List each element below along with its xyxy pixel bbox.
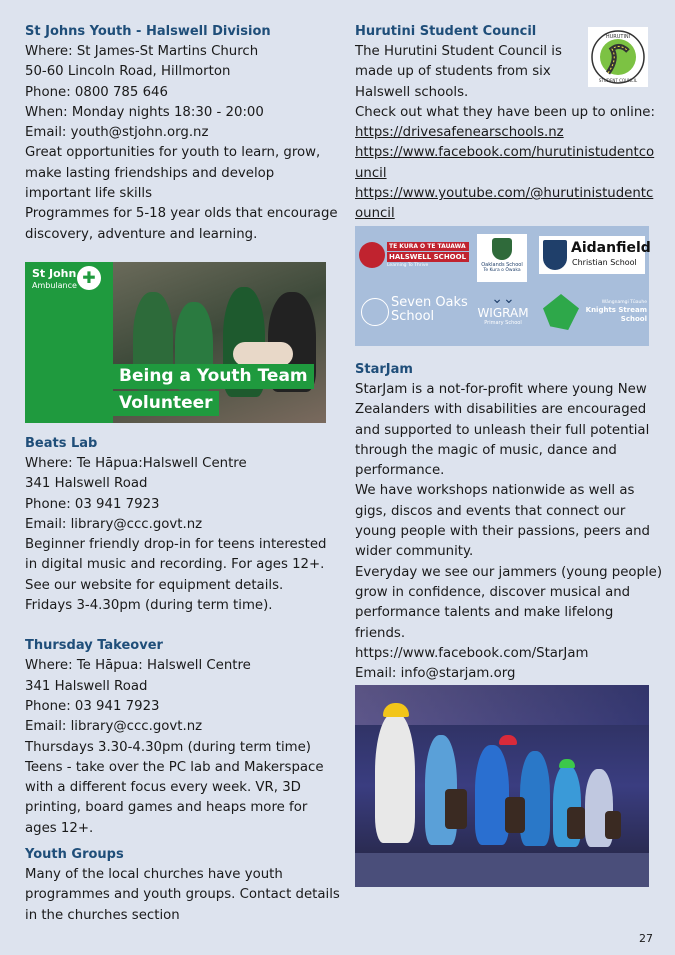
stjohns-address: 50-60 Lincoln Road, Hillmorton	[25, 64, 231, 80]
youth-groups-desc-3: in the churches section	[25, 907, 180, 923]
performer-1	[375, 713, 415, 843]
facebook-link-part1[interactable]: https://www.facebook.com/hurutinistudentco	[355, 145, 655, 161]
stjohn-cross-icon: ✚	[77, 266, 101, 290]
thursday-desc-2: with a different focus every week. VR, 3D	[25, 780, 301, 796]
knights-maori-name: Wāngnamgi Tūauhe	[601, 300, 647, 305]
red-cap-icon	[499, 735, 517, 745]
aidanfield-shield-icon	[543, 240, 567, 270]
beats-desc-2: in digital music and recording. For ages 12+.	[25, 557, 325, 573]
seven-oaks-school-logo	[361, 296, 471, 326]
youth-groups-desc-2: programmes and youth groups. Contact details	[25, 887, 340, 903]
stjohns-phone: Phone: 0800 785 646	[25, 84, 168, 100]
stjohns-when: When: Monday nights 18:30 - 20:00	[25, 104, 264, 120]
stjohns-desc-2: make lasting friendships and develop	[25, 165, 275, 181]
starjam-title: StarJam	[355, 362, 413, 377]
thursday-phone: Phone: 03 941 7923	[25, 698, 160, 714]
starjam-desc-10: Everyday we see our jammers (young people)	[355, 564, 663, 580]
thursday-takeover-section	[25, 636, 327, 839]
oaklands-shield-icon	[492, 238, 512, 260]
knights-name: Knights Stream	[585, 306, 647, 314]
djembe-drum-1	[445, 789, 467, 829]
halswell-maori-name: TE KURA O TE TAUAWA	[387, 242, 469, 251]
starjam-facebook[interactable]: https://www.facebook.com/StarJam	[355, 645, 589, 661]
youtube-link-part1[interactable]: https://www.youtube.com/@hurutinistudentc	[355, 186, 654, 202]
starjam-desc-8: young people with their passions, peers and	[355, 524, 650, 540]
starjam-desc-5: performance.	[355, 463, 445, 479]
djembe-drum-3	[567, 807, 585, 839]
hurutini-desc-4: Check out what they have been up to online:	[355, 104, 655, 120]
banner-line-2: Volunteer	[113, 391, 219, 416]
aidanfield-sub: Christian School	[572, 258, 637, 267]
knights-stream-leaf-icon	[543, 294, 579, 330]
stjohns-desc-3: important life skills	[25, 186, 153, 202]
left-lower-sections	[25, 434, 340, 926]
stjohns-title: St Johns Youth - Halswell Division	[25, 24, 271, 39]
hurutini-logo-top-text: HURUTINI	[605, 34, 631, 40]
aidanfield-name: Aidanfield	[571, 240, 651, 256]
starjam-drumming-photo	[355, 685, 649, 887]
halswell-school-logo	[359, 240, 469, 272]
knights-school: School	[620, 315, 647, 323]
facebook-link-part2[interactable]: uncil	[355, 165, 387, 181]
thursday-email: Email: library@ccc.govt.nz	[25, 719, 203, 735]
seven-oaks-name-2: School	[391, 309, 435, 324]
stjohns-where: Where: St James-St Martins Church	[25, 44, 259, 59]
halswell-motto: Learning To Thrive	[387, 263, 429, 268]
starjam-desc-2: Zealanders with disabilities are encouraged	[355, 402, 647, 418]
beats-phone: Phone: 03 941 7923	[25, 496, 160, 512]
thursday-where: Where: Te Hāpua: Halswell Centre	[25, 658, 251, 674]
halswell-crest-icon	[359, 242, 385, 268]
wigram-name: WIGRAM	[477, 306, 529, 320]
starjam-desc-3: and supported to unleash their full potential	[355, 422, 650, 438]
stjohn-logo-sub: Ambulance	[32, 281, 77, 290]
stjohn-logo	[32, 268, 77, 292]
beats-title: Beats Lab	[25, 436, 98, 451]
banner-line-1: Being a Youth Team	[113, 364, 314, 389]
starjam-email[interactable]: Email: info@starjam.org	[355, 666, 516, 682]
beats-desc-4: Fridays 3-4.30pm (during term time).	[25, 598, 273, 614]
wigram-sub: Primary School	[484, 320, 522, 326]
thursday-desc-1: Teens - take over the PC lab and Makerspace	[25, 759, 324, 775]
youth-groups-desc-1: Many of the local churches have youth	[25, 867, 283, 883]
hurutini-title: Hurutini Student Council	[355, 24, 537, 39]
oaklands-name: Oaklands School	[481, 262, 523, 268]
thursday-desc-3: printing, board games and heaps more for	[25, 800, 308, 816]
page-number: 27	[639, 932, 653, 945]
starjam-desc-13: friends.	[355, 625, 406, 641]
djembe-drum-4	[605, 811, 621, 839]
thursday-title: Thursday Takeover	[25, 638, 163, 654]
youth-groups-title: Youth Groups	[25, 847, 124, 863]
starjam-desc-1: StarJam is a not-for-profit where young New	[355, 382, 647, 397]
stjohns-desc-4: Programmes for 5-18 year olds that encourage	[25, 206, 338, 222]
starjam-desc-11: grow in confidence, discover musical and	[355, 584, 631, 600]
oaklands-school-logo	[477, 234, 527, 282]
hurutini-desc-2: made up of students from six	[355, 64, 551, 80]
youtube-link-part2[interactable]: ouncil	[355, 206, 395, 222]
hurutini-road-icon	[590, 29, 646, 85]
hurutini-desc-1: The Hurutini Student Council is	[355, 44, 562, 59]
stjohn-volunteer-image	[25, 262, 326, 423]
stjohn-logo-name: St John	[32, 267, 77, 280]
volunteer-banner	[113, 364, 317, 418]
starjam-desc-4: through the magic of music, dance and	[355, 442, 617, 458]
wigram-birds-icon: ⌄⌄	[491, 291, 515, 307]
stjohns-desc-1: Great opportunities for youth to learn, grow,	[25, 145, 321, 161]
beats-address: 341 Halswell Road	[25, 476, 148, 492]
stjohns-desc-5: discovery, adventure and learning.	[25, 226, 258, 242]
beats-desc-3: See our website for equipment details.	[25, 577, 284, 593]
starjam-desc-6: We have workshops nationwide as well as	[355, 483, 635, 499]
performer-3	[475, 745, 509, 845]
beats-lab-section	[25, 434, 327, 616]
seven-oaks-tree-icon	[361, 298, 389, 326]
thursday-address: 341 Halswell Road	[25, 678, 148, 694]
stjohns-email: Email: youth@stjohn.org.nz	[25, 125, 209, 141]
green-hat-icon	[559, 759, 575, 768]
hurutini-logo	[588, 27, 648, 87]
thursday-desc-4: ages 12+.	[25, 820, 94, 836]
drivesafe-link[interactable]: https://drivesafenearschools.nz	[355, 125, 564, 141]
hurutini-desc-3: Halswell schools.	[355, 84, 469, 100]
starjam-desc-12: performance talents and make lifelong	[355, 605, 614, 621]
hurutini-logo-bottom-text: STUDENT COUNCIL	[598, 78, 638, 83]
knights-stream-school-logo	[541, 290, 647, 336]
aidanfield-school-logo	[539, 236, 651, 274]
starjam-desc-7: gigs, discos and events that connect our	[355, 503, 626, 519]
youth-groups-section	[25, 845, 340, 926]
school-logos-panel	[355, 226, 649, 346]
djembe-drum-2	[505, 797, 525, 833]
starjam-section	[355, 360, 663, 684]
starjam-desc-9: wider community.	[355, 544, 474, 560]
seven-oaks-name-1: Seven Oaks	[391, 295, 468, 310]
thursday-when: Thursdays 3.30-4.30pm (during term time)	[25, 739, 311, 755]
beats-desc-1: Beginner friendly drop-in for teens interested	[25, 537, 327, 553]
oaklands-maori-name: Te Kura o Ōwaka	[483, 268, 521, 273]
halswell-name: HALSWELL SCHOOL	[387, 252, 469, 262]
beats-where: Where: Te Hāpua:Halswell Centre	[25, 456, 247, 471]
stjohns-section	[25, 22, 338, 245]
beats-email: Email: library@ccc.govt.nz	[25, 516, 203, 532]
wigram-school-logo	[471, 292, 535, 327]
